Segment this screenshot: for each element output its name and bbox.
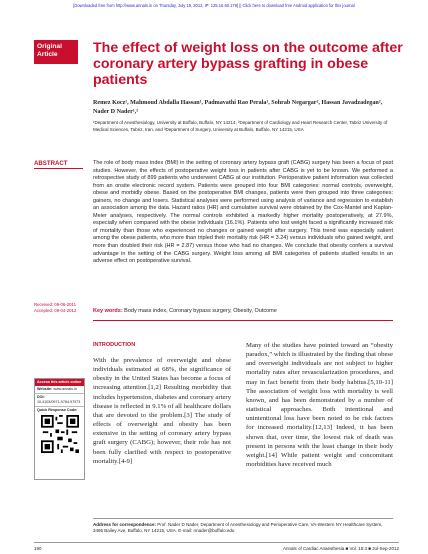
doi-label: DOI:: [37, 395, 45, 399]
abstract-text: The role of body mass index (BMI) in the setting of coronary artery bypass graft (CABG) surgery has been a focus of past studies. However, the effects of postoperative weight loss in patients after CABG is yet to be known. We performed a retrospective study of 899 patients who underwent CABG at our institution. Perioperative patient information was collected from an onsite electronic record system. Patients were grouped into four BMI categories: normal controls, overweight, obese and morbidly obese. Based on the postoperative BMI changes, patients were then grouped into three categories: gainers, no change and losers. Statistical analyses were performed using analysis of variance and regression to establish an association among the data. Hazard ratios (HR) and cumulative survival were obtained by the Cox-Mantel and Kaplan-Meier analyses, respectively. The normal controls exhibited a markedly higher mortality postoperatively, at 27.9%, especially when compared with the obese individuals (16.1%). Patients who lost weight faced a significantly increased risk of mortality than those who experienced no changes or gained weight after surgery. This trend was especially salient among the obese patients, who more than tripled their mortality risk (HR = 3.24) versus individuals who gained weight, and more than doubled their risk (HR = 2.87) versus those who had no changes. We conclude that obesity confers a survival advantage in the setting of the CABG surgery. Weight loss among all BMI categories of patients studied results in an adverse effect on postoperative survival.: [93, 160, 393, 265]
access-heading: Access this article online: [35, 379, 84, 386]
author-list: Remez Kocz¹, Mahmoud Abdalla Hassan¹, Padmavathi Rao Perala¹, Sohrab Negargar², Hassan Javadzadegan², Nader D Nader¹,³: [93, 100, 383, 116]
section-tag: [34, 40, 78, 64]
abstract-heading: ABSTRACT: [34, 160, 68, 167]
affiliations: ¹Department of Anesthesiology, University at Buffalo, Buffalo, NY 14214, ²Department of Cardiology and Heart Research Center, Tabriz University of Medical Sciences, Tabriz, Iran, and ³Department of Surgery, University at Buffalo, Buffalo, NY 14215, USA: [93, 120, 388, 132]
footer-rule: [34, 542, 399, 543]
qr-section: [35, 407, 84, 458]
accepted-date: Accepted: 09-04-2012: [34, 308, 77, 313]
access-box: [34, 378, 85, 480]
abstract-heading-rule: [34, 168, 83, 169]
article-title: The effect of weight loss on the outcome after coronary artery bypass grafting in obese patients: [93, 40, 403, 89]
journal-citation: Annals of Cardiac Anaesthesia ■ Vol. 15:3 ■ Jul-Sep-2012: [282, 546, 399, 551]
section-tag-line-1: Original: [37, 43, 62, 50]
keywords-rule: [93, 320, 393, 321]
correspondence-note: [93, 518, 393, 534]
correspondence-label: Address for correspondence:: [93, 522, 157, 527]
page-number: 190: [34, 546, 42, 551]
keywords: [93, 308, 393, 314]
keywords-list: Body mass index, Coronary bypass surgery, Obesity, Outcome: [122, 308, 277, 314]
introduction-column-2: Many of the studies have pointed toward an “obesity paradox,” which is illustrated by the finding that obese and overweight individuals are not subject to higher mortality rates after revascularization procedures, and may in fact benefit from their body habitus.[5,10-11] The association of weight loss with mortality is well known, and has been demonstrated by a number of statistical approaches. Both intentional and unintentional loss have been noted to be risk factors for increased mortality.[12,13] Indeed, it has been shown that, over time, the lowest risk of death was present in persons with the least change in their body weight.[14] While patient weight and concomitant morbidities have received much: [246, 342, 393, 469]
qr-code-icon[interactable]: [41, 415, 79, 453]
website-link[interactable]: www.annals.in: [53, 387, 77, 391]
section-tag-line-2: Article: [37, 51, 58, 59]
keywords-label: Key words:: [93, 308, 123, 314]
doi-section: [35, 394, 84, 407]
received-date: Received: 09-06-2011: [34, 302, 76, 307]
doi-value[interactable]: 10.4103/0971-9784.97973: [37, 400, 81, 404]
download-banner[interactable]: [Downloaded free from http://www.annals.in on Thursday, July 19, 2012, IP: 125.16.60.178] || Click here to download free Android application for this journal: [73, 3, 355, 8]
website-label: Website:: [37, 387, 53, 391]
correspondence-text: Prof. Nader D Nader, Department of Anesthesiology and Perioperative Care, VA-Western NY Healthcare System, 3495 Bailey Ave, Buffalo, NY 14215, USA. E-mail: nnader@buffalo.edu: [93, 522, 383, 534]
introduction-heading: INTRODUCTION: [93, 342, 136, 348]
website-section: [35, 386, 84, 394]
article-dates: [34, 302, 76, 314]
introduction-column-1: With the prevalence of overweight and obese individuals estimated at 68%, the significance of obesity in the United States has become a focus of increasing attention.[1,2] Resulting morbidity that includes hypertension, diabetes and coronary artery disease is reflected in 9.1% of all healthcare dollars that are devoted to the problem.[3] The study of effects of overweight and obesity has been extensive in the setting of coronary artery bypass graft surgery (CABG); however, their role has not been fully clarified with respect to postoperative mortality.[4-9]: [93, 357, 231, 465]
qr-label: Quick Response Code:: [37, 408, 78, 412]
